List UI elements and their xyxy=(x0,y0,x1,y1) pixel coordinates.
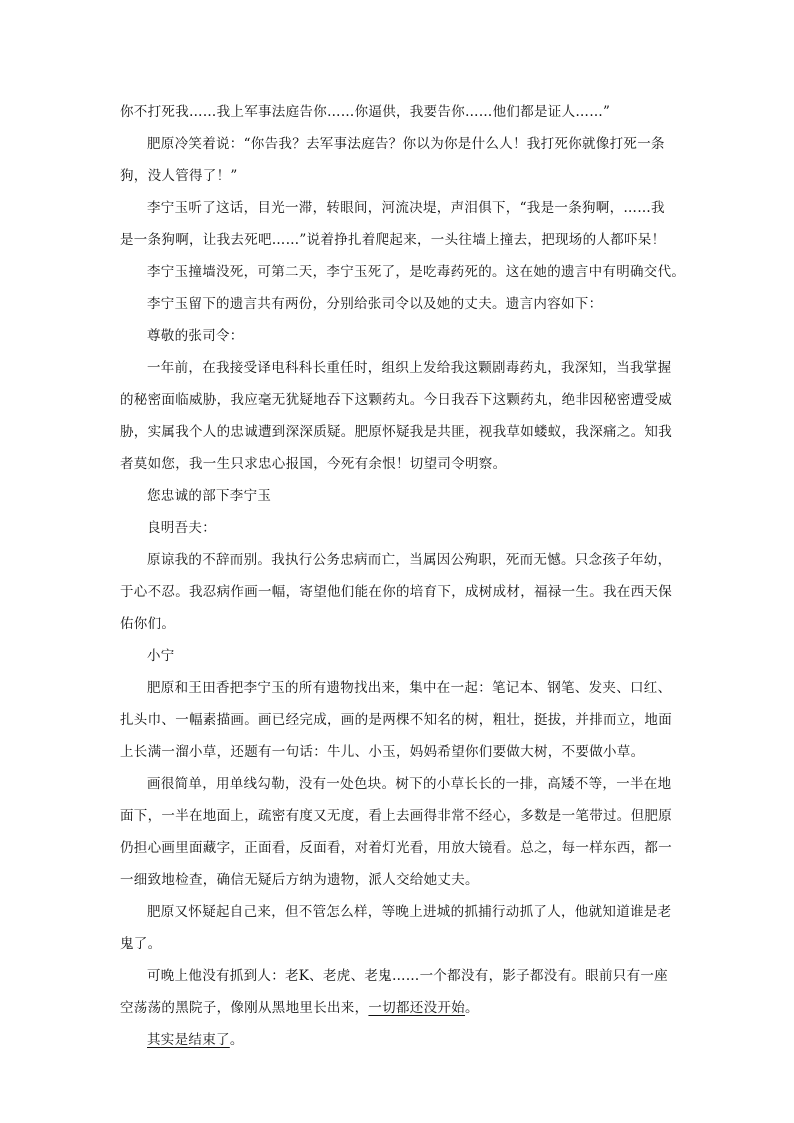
text-line: 肥原冷笑着说：“你告我？去军事法庭告？你以为你是什么人！我打死你就像打死一条 xyxy=(147,136,665,152)
text-line: 狗，没人管得了！” xyxy=(120,168,238,184)
text-line: 肥原又怀疑起自己来，但不管怎么样，等晚上进城的抓捕行动抓了人，他就知道谁是老 xyxy=(147,904,672,920)
text-segment: 。 xyxy=(229,1032,244,1048)
text-line: 一细致地检查，确信无疑后方纳为遗物，派人交给她丈夫。 xyxy=(120,872,479,888)
text-line: 一年前，在我接受译电科科长重任时，组织上发给我这颗剧毒药丸，我深知，当我掌握 xyxy=(147,360,672,376)
letter-signature: 您忠诚的部下李宁玉 xyxy=(147,488,272,504)
text-line: 面下，一半在地面上，疏密有度又无度，看上去画得非常不经心，多数是一笔带过。但肥原 xyxy=(120,808,672,824)
text-line: 原谅我的不辞而别。我执行公务忠病而亡，当属因公殉职，死而无憾。只念孩子年幼， xyxy=(147,552,672,568)
text-line xyxy=(120,998,479,1018)
text-line: 李宁玉留下的遗言共有两份，分别给张司令以及她的丈夫。遗言内容如下： xyxy=(147,296,603,312)
text-line: 可晚上他没有抓到人：老K、老虎、老鬼……一个都没有，影子都没有。眼前只有一座 xyxy=(147,968,668,984)
underlined-phrase: 一切都还没开始 xyxy=(368,1000,466,1016)
text-line: 仍担心画里面藏字，正面看，反面看，对着灯光看，用放大镜看。总之，每一样东西，都一 xyxy=(120,840,672,856)
text-line: 李宁玉撞墙没死，可第二天，李宁玉死了，是吃毒药死的。这在她的遗言中有明确交代。 xyxy=(147,264,686,280)
text-line: 鬼了。 xyxy=(120,936,162,952)
text-line: 于心不忍。我忍病作画一幅，寄望他们能在你的培育下，成树成材，福禄一生。我在西天保 xyxy=(120,584,672,600)
letter-signature: 小宁 xyxy=(147,648,175,664)
text-line: 李宁玉听了这话，目光一滞，转眼间，河流决堤，声泪俱下，“我是一条狗啊，……我 xyxy=(147,200,665,216)
text-line: 佑你们。 xyxy=(120,616,176,632)
text-line: 是一条狗啊，让我去死吧……”说着挣扎着爬起来，一头往墙上撞去，把现场的人都吓呆！ xyxy=(120,232,666,248)
text-line: 扎头巾、一幅素描画。画已经完成，画的是两棵不知名的树，粗壮，挺拔，并排而立，地面 xyxy=(120,712,672,728)
letter-salutation: 良明吾夫： xyxy=(147,520,216,536)
text-line: 画很简单，用单线勾勒，没有一处色块。树下的小草长长的一排，高矮不等，一半在地 xyxy=(147,776,672,792)
text-line: 的秘密面临威胁，我应毫无犹疑地吞下这颗药丸。今日我吞下这颗药丸，绝非因秘密遭受威 xyxy=(120,392,672,408)
underlined-phrase: 其实是结束了 xyxy=(147,1032,230,1048)
letter-salutation: 尊敬的张司令： xyxy=(147,328,244,344)
text-line xyxy=(147,1030,244,1050)
text-segment: 空荡荡的黑院子，像刚从黑地里长出来， xyxy=(120,1000,369,1016)
text-line: 你不打死我……我上军事法庭告你……你逼供，我要告你……他们都是证人……” xyxy=(120,104,611,120)
text-line: 肥原和王田香把李宁玉的所有遗物找出来，集中在一起：笔记本、钢笔、发夹、口红、 xyxy=(147,680,672,696)
text-segment: 。 xyxy=(465,1000,479,1016)
text-line: 胁，实属我个人的忠诚遭到深深质疑。肥原怀疑我是共匪，视我草如蝼蚁，我深痛之。知我 xyxy=(120,424,672,440)
text-line: 者莫如您，我一生只求忠心报国，今死有余恨！切望司令明察。 xyxy=(120,456,507,472)
text-line: 上长满一溜小草，还题有一句话：牛儿、小玉，妈妈希望你们要做大树，不要做小草。 xyxy=(120,744,645,760)
